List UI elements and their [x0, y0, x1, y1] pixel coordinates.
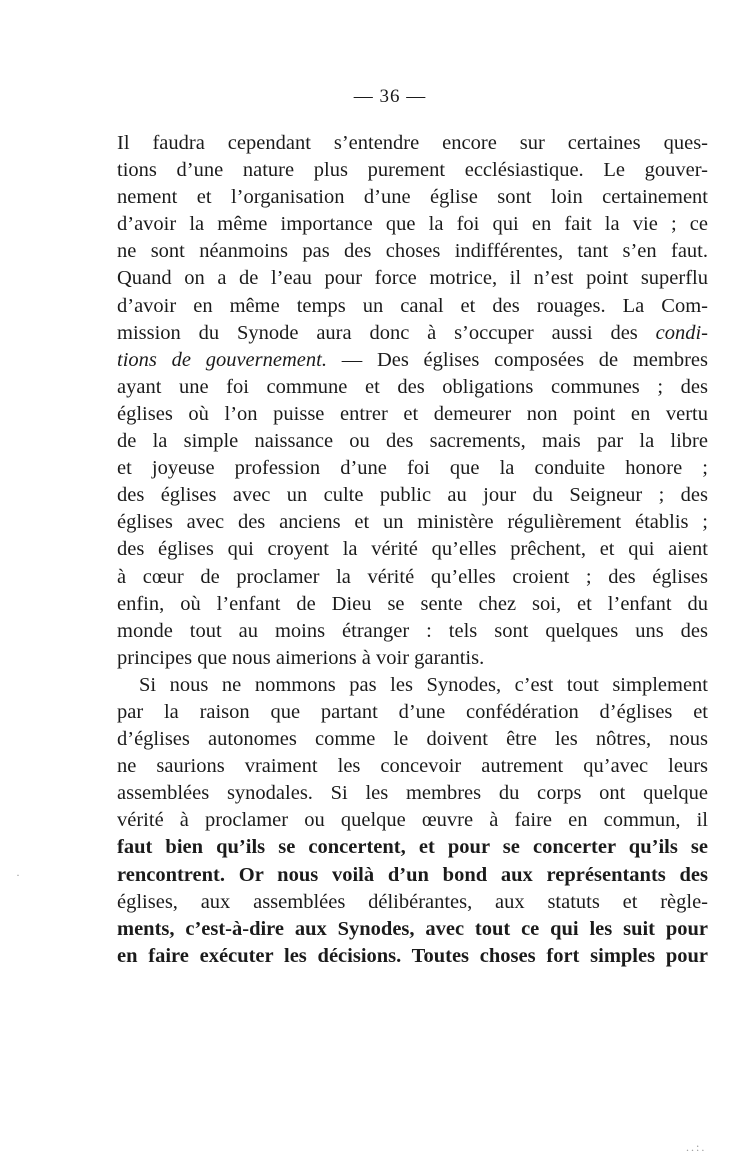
text-line: ayant une foi commune et des obligations communes ; des	[117, 375, 708, 398]
text-line: des églises qui croyent la vérité qu’elles prêchent, et qui aient	[117, 538, 708, 561]
text-line: enfin, où l’enfant de Dieu se sente chez soi, et l’enfant du	[117, 592, 708, 615]
text-line: tions d’une nature plus purement ecclésiastique. Le gouver-	[117, 159, 708, 182]
text-line: à cœur de proclamer la vérité qu’elles croient ; des églises	[117, 565, 708, 588]
text-segment: — Des églises composées de membres	[341, 348, 709, 371]
scan-artifact-mark: ..:.	[686, 1140, 707, 1154]
speck-mark: ·	[16, 868, 20, 882]
text-line: d’églises autonomes comme le doivent être les nôtres, nous	[117, 728, 708, 751]
text-line: ments, c’est-à-dire aux Synodes, avec tout ce qui les suit pour	[117, 917, 708, 940]
text-line: ne saurions vraiment les concevoir autrement qu’avec leurs	[117, 755, 708, 778]
text-line: ne sont néanmoins pas des choses indifférentes, tant s’en faut.	[117, 240, 708, 263]
body-text	[117, 130, 708, 970]
text-line: Si nous ne nommons pas les Synodes, c’est tout simplement	[139, 673, 708, 696]
text-line: monde tout au moins étranger : tels sont quelques uns des	[117, 619, 708, 642]
italic-word: condi-	[655, 321, 708, 344]
text-line: églises avec des anciens et un ministère régulièrement établis ;	[117, 511, 708, 534]
text-line: en faire exécuter les décisions. Toutes choses fort simples pour	[117, 944, 708, 967]
page-number: — 36 —	[353, 86, 427, 107]
text-line: Il faudra cependant s’entendre encore sur certaines ques-	[117, 132, 708, 154]
italic-phrase: tions de gouvernement.	[117, 348, 327, 371]
text-line: et joyeuse profession d’une foi que la conduite honore ;	[117, 457, 708, 480]
text-line: faut bien qu’ils se concertent, et pour se concerter qu’ils se	[117, 836, 708, 859]
text-line: des églises avec un culte public au jour du Seigneur ; des	[117, 484, 708, 507]
text-line: nement et l’organisation d’une église sont loin certainement	[117, 186, 708, 209]
text-line: Quand on a de l’eau pour force motrice, il n’est point superflu	[117, 267, 708, 290]
text-line: d’avoir en même temps un canal et des rouages. La Com-	[117, 294, 708, 317]
text-line: d’avoir la même importance que la foi qui en fait la vie ; ce	[117, 213, 708, 236]
text-line: principes que nous aimerions à voir garantis.	[117, 646, 485, 669]
text-line: rencontrent. Or nous voilà d’un bond aux représentants des	[117, 863, 708, 886]
text-line: églises, aux assemblées délibérantes, aux statuts et règle-	[117, 890, 708, 913]
text-line: églises où l’on puisse entrer et demeurer non point en vertu	[117, 402, 708, 425]
text-line: assemblées synodales. Si les membres du corps ont quelque	[117, 782, 708, 805]
text-line: vérité à proclamer ou quelque œuvre à faire en commun, il	[117, 809, 708, 832]
text-line-with-italic	[117, 347, 708, 374]
text-line: par la raison que partant d’une confédération d’églises et	[117, 700, 708, 723]
text-line-with-italic	[117, 320, 708, 347]
text-line: de la simple naissance ou des sacrements, mais par la libre	[117, 430, 708, 453]
text-segment: mission du Synode aura donc à s’occuper aussi des	[117, 321, 638, 344]
